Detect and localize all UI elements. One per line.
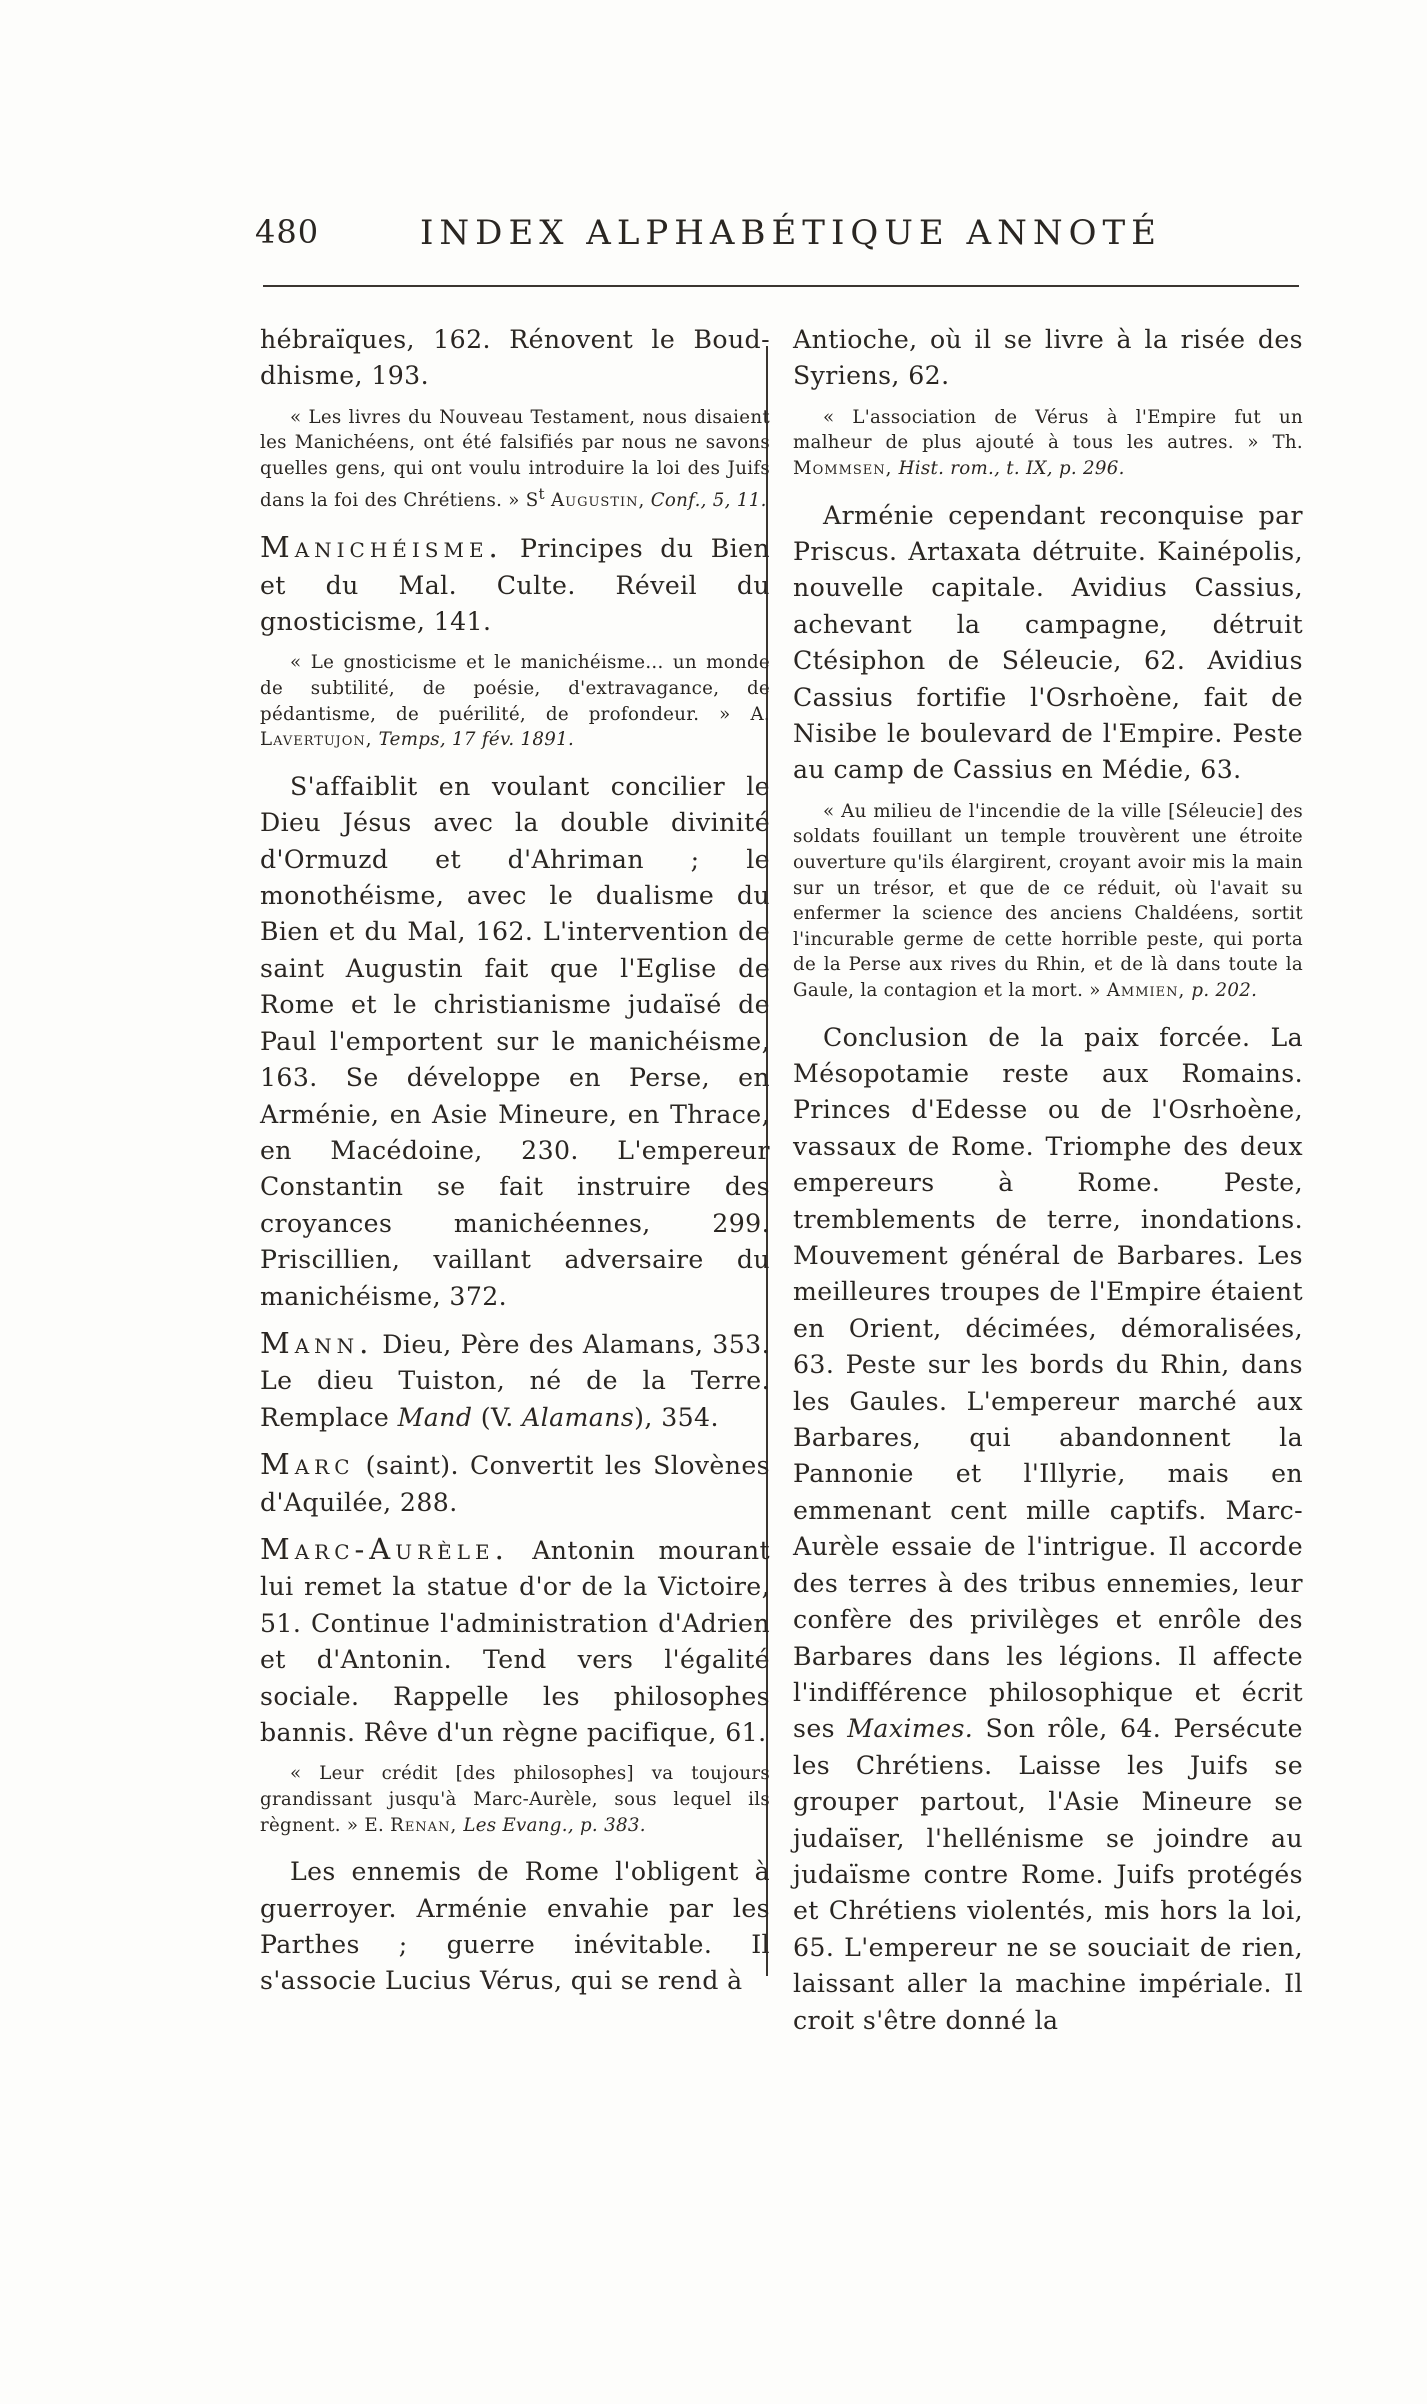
quotation-reference: p. 202. bbox=[1191, 980, 1258, 1001]
paragraph bbox=[260, 1854, 770, 2000]
superscript: t bbox=[538, 484, 545, 503]
quotation-text: « Le gnosticisme et le manichéisme... un monde de subtilité, de poésie, d'extravagance, de pédantisme, de puérilité, de profondeur. » A. bbox=[260, 652, 770, 725]
quotation-reference: Temps, 17 fév. 1891. bbox=[378, 729, 575, 751]
quotation-text: « L'association de Vérus à l'Empire fut un malheur de plus ajouté à tous les autres. » Th. bbox=[793, 406, 1303, 454]
quotation-reference: Conf., 5, 11. bbox=[650, 489, 767, 511]
entry-text: Principes du Bien et du Mal. Culte. Réveil du gnosticisme, 141. bbox=[260, 534, 770, 637]
entry-text: ), 354. bbox=[634, 1402, 719, 1432]
paragraph-text: hébraïques, 162. Rénovent le Boud-dhisme, 193. bbox=[260, 325, 770, 391]
quotation bbox=[793, 799, 1303, 1004]
paragraph-italic: Maximes. bbox=[847, 1714, 974, 1744]
paragraph bbox=[260, 769, 770, 1315]
quotation-text: « Au milieu de l'incendie de la ville [Séleucie] des soldats fouillant un temple trouvèrent une étroite ouverture qu'ils élargirent, croyant avoir mis la main sur un trésor, et que de ce réduit, où l'avait su enfermer la science des anciens Chaldéens, sortit l'incurable germe de cette horrible peste, qui porta de la Perse aux rives du Rhin, et de là dans toute la Gaule, la contagion et la mort. » bbox=[793, 800, 1303, 1001]
headword: Marc-Aurèle. bbox=[260, 1531, 509, 1566]
headword: Manichéisme. bbox=[260, 530, 503, 565]
right-column bbox=[793, 322, 1303, 2049]
quotation-text: « Les livres du Nouveau Testament, nous disaient les Manichéens, ont été falsifiés par nous ne savons quelles gens, qui ont voulu introduire la loi des Juifs dans la foi des Chrétiens. » S bbox=[260, 406, 770, 511]
entry-text: (V. bbox=[480, 1402, 514, 1432]
index-entry-manicheisme bbox=[260, 529, 770, 640]
index-entry-marc-aurele bbox=[260, 1531, 770, 1751]
quotation-author: Renan, bbox=[390, 1814, 458, 1836]
paragraph-text: Son rôle, 64. Persécute les Chrétiens. Laisse les Juifs se grouper partout, l'Asie Mineure se judaïser, l'hellénisme se joindre au judaïsme contre Rome. Juifs protégés et Chrétiens violentés, mis hors la loi, 65. L'empereur ne se souciait de rien, laissant aller la machine impériale. Il croit s'être donné la bbox=[793, 1714, 1303, 2035]
entry-text: (saint). Convertit les Slovènes d'Aquilée, 288. bbox=[260, 1451, 770, 1517]
quotation-author: Augustin bbox=[551, 489, 639, 511]
running-title: INDEX ALPHABÉTIQUE ANNOTÉ bbox=[420, 213, 1162, 253]
paragraph-text: Conclusion de la paix forcée. La Mésopotamie reste aux Romains. Princes d'Edesse ou de l'Osrhoène, vassaux de Rome. Triomphe des deux empereurs à Rome. Peste, tremblements de terre, inondations. Mouvement général de Barbares. Les meilleures troupes de l'Empire étaient en Orient, décimées, démoralisées, 63. Peste sur les bords du Rhin, dans les Gaules. L'empereur marché aux Barbares, qui abandonnent la Pannonie et l'Illyrie, mais en emmenant cent mille captifs. Marc-Aurèle essaie de l'intrigue. Il accorde des terres à des tribus ennemies, leur confère des privilèges et enrôle des Barbares dans les légions. Il affecte l'indifférence philosophique et écrit ses bbox=[793, 1022, 1303, 1744]
quotation-author: Lavertujon, bbox=[260, 729, 373, 751]
paragraph bbox=[793, 1020, 1303, 2039]
paragraph bbox=[793, 322, 1303, 395]
quotation-text: « Leur crédit [des philosophes] va toujours grandissant jusqu'à Marc-Aurèle, sous lequel ils règnent. » E. bbox=[260, 1763, 770, 1836]
index-entry-marc bbox=[260, 1446, 770, 1521]
entry-text: Dieu, Père des Alamans, 353. Le dieu Tuiston, né de la Terre. Remplace bbox=[260, 1329, 770, 1432]
quotation: « Les livres du Nouveau Testament, nous disaient les Manichéens, ont été falsifiés par nous ne savons quelles gens, qui ont voulu introduire la loi des Juifs dans la foi des Chrétiens. » $S^t$ Augustin, Conf., 5, 11. bbox=[260, 406, 770, 511]
running-head bbox=[255, 205, 1300, 265]
quotation bbox=[260, 650, 770, 752]
entry-italic: Alamans bbox=[522, 1402, 635, 1432]
paragraph bbox=[260, 322, 770, 395]
index-entry-mann bbox=[260, 1325, 770, 1436]
quotation bbox=[793, 405, 1303, 482]
paragraph bbox=[793, 498, 1303, 789]
headword: Mann. bbox=[260, 1325, 374, 1360]
entry-italic: Mand bbox=[397, 1402, 473, 1432]
paragraph-text: S'affaiblit en voulant concilier le Dieu Jésus avec la double divinité d'Ormuzd et d'Ahriman ; le monothéisme, avec le dualisme du Bien et du Mal, 162. L'intervention de saint Augustin fait que l'Eglise de Rome et le christianisme judaïsé de Paul l'emportent sur le manichéisme, 163. Se développe en Perse, en Arménie, en Asie Mineure, en Thrace, en Macédoine, 230. L'empereur Constantin se fait instruire des croyances manichéennes, 299. Priscillien, vaillant adversaire du manichéisme, 372. bbox=[260, 771, 770, 1311]
quotation-reference: Les Evang., p. 383. bbox=[463, 1814, 646, 1836]
header-rule bbox=[263, 285, 1299, 287]
quotation-author: Ammien, bbox=[1106, 980, 1186, 1001]
quotation-reference: Hist. rom., t. IX, p. 296. bbox=[898, 458, 1125, 479]
quotation bbox=[260, 1761, 770, 1838]
entry-text: Antonin mourant lui remet la statue d'or de la Victoire, 51. Continue l'administration d'Adrien et d'Antonin. Tend vers l'égalité sociale. Rappelle les philosophes bannis. Rêve d'un règne pacifique, 61. bbox=[260, 1535, 770, 1747]
quotation-author: Mommsen, bbox=[793, 458, 893, 479]
page-number: 480 bbox=[255, 213, 320, 251]
paragraph-text: Antioche, où il se livre à la risée des Syriens, 62. bbox=[793, 325, 1303, 391]
headword: Marc bbox=[260, 1447, 355, 1482]
left-column bbox=[260, 322, 770, 2010]
paragraph-text: Les ennemis de Rome l'obligent à guerroyer. Arménie envahie par les Parthes ; guerre inévitable. Il s'associe Lucius Vérus, qui se rend à bbox=[260, 1857, 770, 1996]
paragraph-text: Arménie cependant reconquise par Priscus. Artaxata détruite. Kainépolis, nouvelle capitale. Avidius Cassius, achevant la campagne, détruit Ctésiphon de Séleucie, 62. Avidius Cassius fortifie l'Osrhoène, fait de Nisibe le boulevard de l'Empire. Peste au camp de Cassius en Médie, 63. bbox=[793, 500, 1303, 785]
